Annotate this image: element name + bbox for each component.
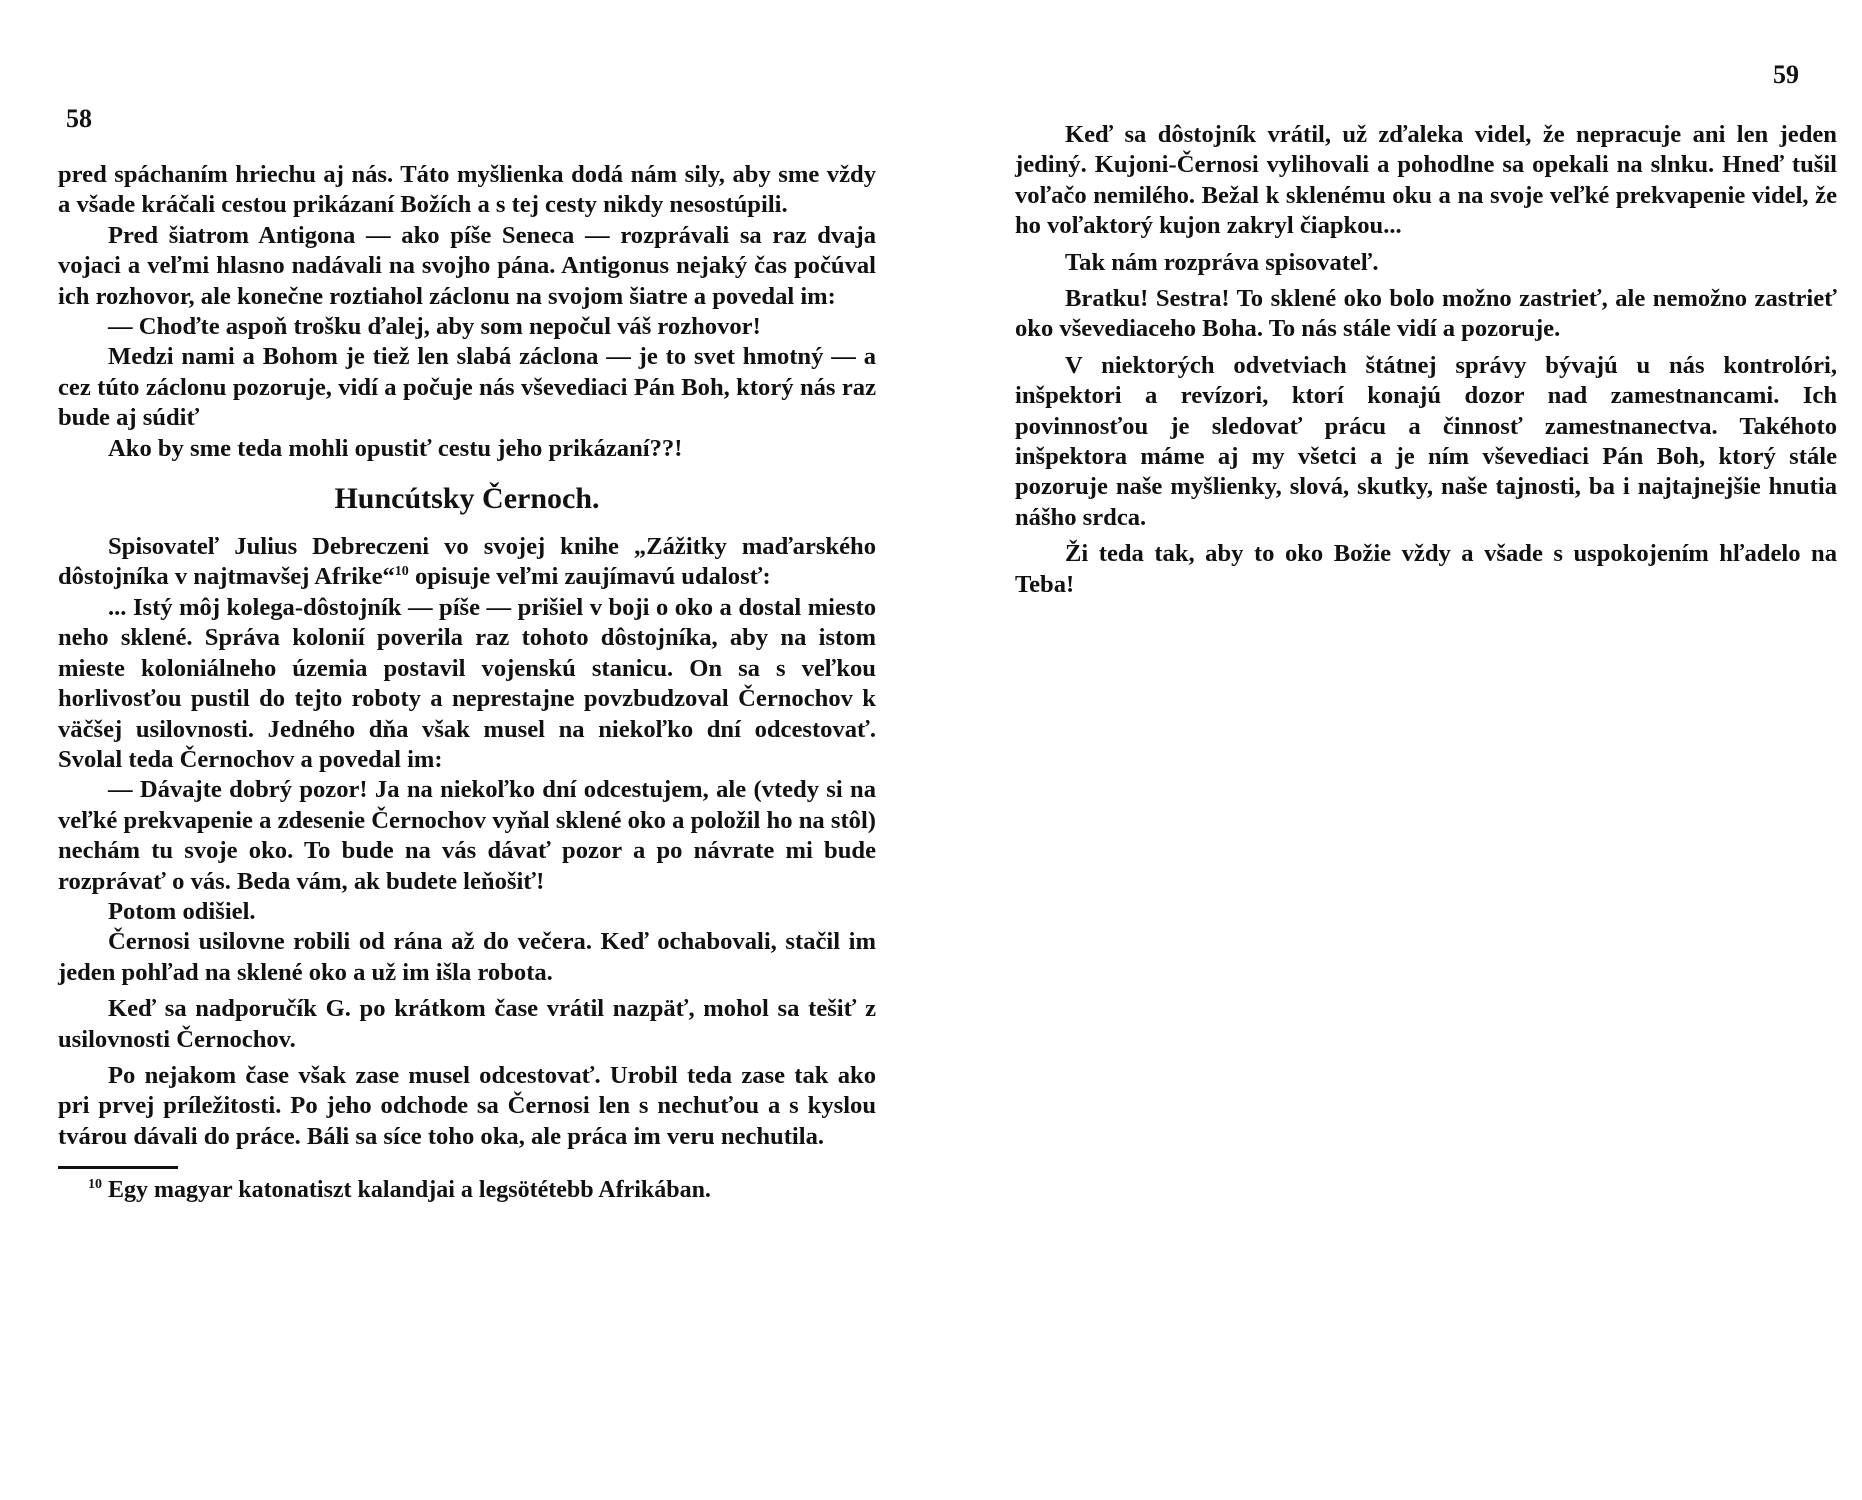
paragraph: Ži teda tak, aby to oko Božie vždy a všade s uspokojením hľadelo na Teba! [1015, 540, 1837, 598]
paragraph: Po nejakom čase však zase musel odcestovať. Urobil teda zase tak ako pri prvej príležitosti. Po jeho odchode sa Černosi len s nechuťou a s kyslou tvárou dávali do práce. Báli sa síce toho oka, ale práca im veru nechutila. [58, 1061, 876, 1150]
paragraph: — Choďte aspoň trošku ďalej, aby som nepočul váš rozhovor! [108, 313, 761, 341]
paragraph [58, 532, 876, 593]
left-text-column [58, 160, 876, 1206]
paragraph-tail: opisuje veľmi zaujímavú udalosť: [408, 563, 771, 591]
paragraph: V niektorých odvetviach štátnej správy bývajú u nás kontrolóri, inšpektori a revízori, ktorí konajú dozor nad zamestnancami. Ich povinnosťou je sledovať prácu a činnosť zamestnanectva. Takéhoto inšpektora máme aj my všetci a je ním vševediaci Pán Boh, ktorý stále pozoruje naše myšlienky, slová, skutky, naše tajnosti, ba i najtajnejšie hnutia nášho srdca. [1015, 351, 1837, 531]
right-text-column [1015, 120, 1837, 600]
footnote [58, 1175, 876, 1205]
paragraph: — Dávajte dobrý pozor! Ja na niekoľko dní odcestujem, ale (vtedy si na veľké prekvapenie a zdesenie Černochov vyňal sklené oko a položil ho na stôl) nechám tu svoje oko. To bude na vás dávať pozor a po návrate mi bude rozprávať o vás. Beda vám, ak budete leňošiť! [58, 776, 876, 895]
footnote-number: 10 [88, 1177, 102, 1193]
footnote-marker: 10 [394, 564, 409, 580]
paragraph: Pred šiatrom Antigona — ako píše Seneca — rozprávali sa raz dvaja vojaci a veľmi hlasno nadávali na svojho pána. Antigonus nejaký čas počúval ich rozhovor, ale konečne roztiahol záclonu na svojom šiatre a povedal im: [58, 221, 876, 310]
page-number: 59 [1773, 60, 1799, 89]
paragraph: Potom odišiel. [108, 897, 256, 925]
paragraph: Keď sa nadporučík G. po krátkom čase vrátil nazpäť, mohol sa tešiť z usilovnosti Černochov. [58, 995, 876, 1053]
paragraph: Bratku! Sestra! To sklené oko bolo možno zastrieť, ale nemožno zastrieť oko vševediaceho Boha. To nás stále vidí a pozoruje. [1015, 285, 1837, 343]
section-heading: Huncútsky Černoch. [334, 482, 600, 516]
footnote-divider [58, 1166, 178, 1169]
paragraph-intro: Spisovateľ Julius Debreczeni vo svojej knihe „Zážitky maďarského dôstojníka v najtmavšej Afrike“ [58, 533, 876, 591]
paragraph: Medzi nami a Bohom je tiež len slabá záclona — je to svet hmotný — a cez túto záclonu pozoruje, vidí a počuje nás vševediaci Pán Boh, ktorý nás raz bude aj súdiť [58, 343, 876, 432]
page-number: 58 [66, 104, 92, 133]
paragraph: Ako by sme teda mohli opustiť cestu jeho prikázaní??! [108, 434, 683, 462]
paragraph: Keď sa dôstojník vrátil, už zďaleka videl, že nepracuje ani len jeden jediný. Kujoni-Černosi vylihovali a pohodlne sa opekali na slnku. Hneď tušil voľačo nemilého. Bežal k sklenému oku a na svoje veľké prekvapenie videl, že ho voľaktorý kujon zakryl čiapkou... [1015, 121, 1837, 240]
footnote-text: Egy magyar katonatiszt kalandjai a legsötétebb Afrikában. [108, 1177, 711, 1204]
paragraph: Tak nám rozpráva spisovateľ. [1065, 248, 1379, 276]
paragraph: pred spáchaním hriechu aj nás. Táto myšlienka dodá nám sily, aby sme vždy a všade kráčali cestou prikázaní Božích a s tej cesty nikdy nesostúpili. [58, 161, 876, 219]
paragraph: ... Istý môj kolega-dôstojník — píše — prišiel v boji o oko a dostal miesto neho sklené. Správa kolonií poverila raz tohoto dôstojníka, aby na istom mieste koloniálneho územia postavil vojenskú stanicu. On sa s veľkou horlivosťou pustil do tejto roboty a neprestajne povzbudzoval Černochov k väčšej usilovnosti. Jedného dňa však musel na niekoľko dní odcestovať. Svolal teda Černochov a povedal im: [58, 593, 876, 773]
paragraph: Černosi usilovne robili od rána až do večera. Keď ochabovali, stačil im jeden pohľad na sklené oko a už im išla robota. [58, 928, 876, 986]
